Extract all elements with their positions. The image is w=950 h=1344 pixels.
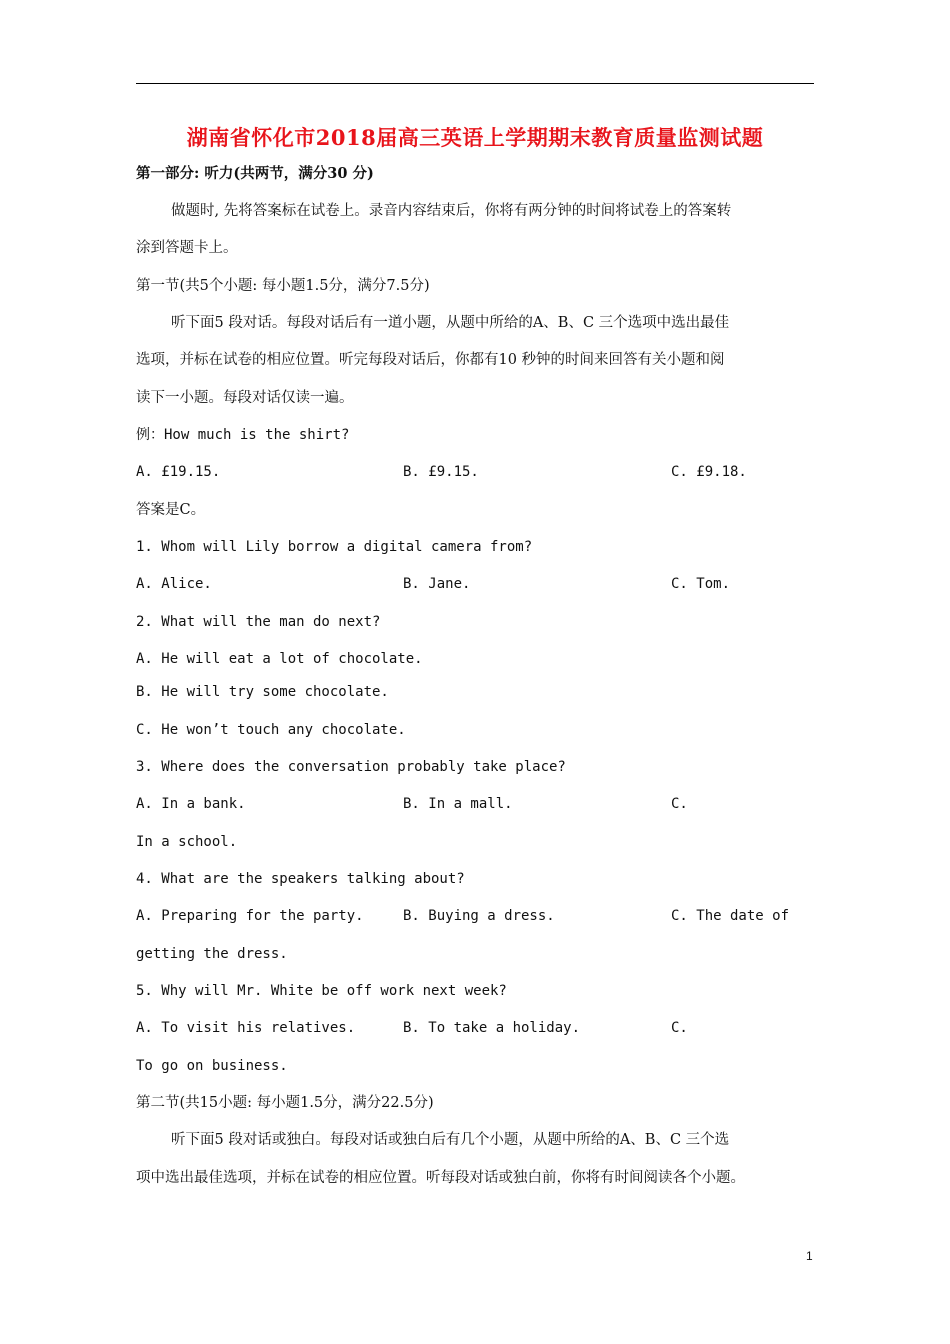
- question-4-option-c-text: getting the dress.: [136, 946, 288, 962]
- example-answer: 答案是C。: [136, 502, 206, 518]
- question-2-option-c: C. He won’t touch any chocolate.: [136, 722, 406, 738]
- question-4-option-b: B. Buying a dress.: [403, 908, 555, 924]
- example-option-a: A. £19.15.: [136, 464, 221, 480]
- question-1-option-b: B. Jane.: [403, 576, 471, 592]
- section2-instruction-line1: 听下面5 段对话或独白。每段对话或独白后有几个小题，从题中所给的A、B、C 三个选: [171, 1132, 730, 1148]
- question-5-option-c-text: To go on business.: [136, 1058, 288, 1074]
- part1-instruction-line2: 涂到答题卡上。: [136, 240, 238, 256]
- question-5: 5. Why will Mr. White be off work next week?: [136, 983, 507, 999]
- question-1: 1. Whom will Lily borrow a digital camera from?: [136, 539, 533, 555]
- question-5-option-a: A. To visit his relatives.: [136, 1020, 356, 1036]
- question-2: 2. What will the man do next?: [136, 614, 381, 630]
- part1-heading: 第一部分: 听力(共两节，满分30 分): [136, 165, 374, 182]
- question-3-option-b: B. In a mall.: [403, 796, 513, 812]
- document-title: 湖南省怀化市2018届高三英语上学期期末教育质量监测试题: [186, 125, 764, 150]
- question-3-option-a: A. In a bank.: [136, 796, 246, 812]
- question-3: 3. Where does the conversation probably take place?: [136, 759, 566, 775]
- question-4-option-c-label: C. The date of: [671, 908, 790, 924]
- section1-instruction-line1: 听下面5 段对话。每段对话后有一道小题，从题中所给的A、B、C 三个选项中选出最佳: [171, 315, 730, 331]
- example-option-c: C. £9.18.: [671, 464, 747, 480]
- question-2-option-a: A. He will eat a lot of chocolate.: [136, 651, 423, 667]
- header-rule: [136, 83, 814, 84]
- part1-instruction-line1: 做题时, 先将答案标在试卷上。录音内容结束后，你将有两分钟的时间将试卷上的答案转: [171, 203, 732, 219]
- page-number: 1: [806, 1249, 813, 1263]
- question-5-option-b: B. To take a holiday.: [403, 1020, 581, 1036]
- section1-instruction-line3: 读下一小题。每段对话仅读一遍。: [136, 390, 354, 406]
- question-4-option-a: A. Preparing for the party.: [136, 908, 364, 924]
- question-3-option-c-text: In a school.: [136, 834, 238, 850]
- question-4: 4. What are the speakers talking about?: [136, 871, 465, 887]
- section1-instruction-line2: 选项，并标在试卷的相应位置。听完每段对话后，你都有10 秒钟的时间来回答有关小题和阅: [136, 352, 725, 368]
- question-1-option-a: A. Alice.: [136, 576, 212, 592]
- question-3-option-c-label: C.: [671, 796, 688, 812]
- section2-heading: 第二节(共15小题: 每小题1.5分，满分22.5分): [136, 1095, 434, 1111]
- example-question: 例：How much is the shirt?: [136, 427, 350, 443]
- question-1-option-c: C. Tom.: [671, 576, 731, 592]
- section2-instruction-line2: 项中选出最佳选项，并标在试卷的相应位置。听每段对话或独白前，你将有时间阅读各个小题。: [136, 1170, 745, 1186]
- section1-heading: 第一节(共5个小题: 每小题1.5分，满分7.5分): [136, 278, 430, 294]
- example-option-b: B. £9.15.: [403, 464, 479, 480]
- question-5-option-c-label: C.: [671, 1020, 688, 1036]
- question-2-option-b: B. He will try some chocolate.: [136, 684, 389, 700]
